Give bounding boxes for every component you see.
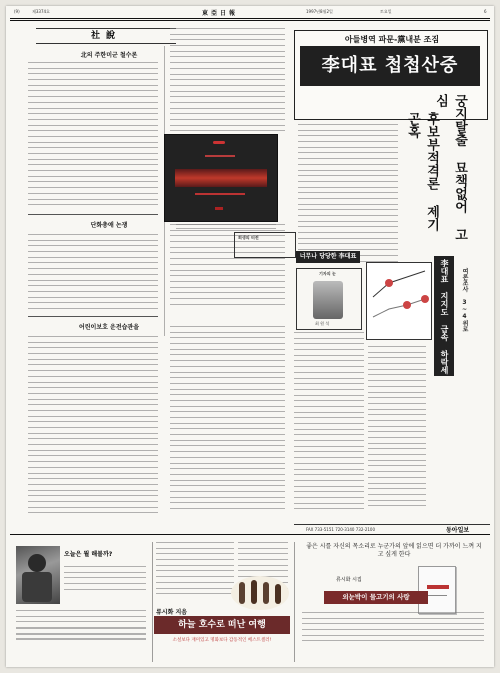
editorial-headline-1: 北의 주한미군 철수론	[80, 52, 138, 59]
editorial-body-3b	[170, 326, 285, 521]
footer-logo: 동아일보	[446, 527, 470, 534]
advert-right-headline: 좋은 시를 자신의 목소리로 누군가의 앞에 읽으면 더 가까이 느껴 지고 싶게 한다	[306, 543, 482, 558]
poll-marker-2	[403, 301, 411, 309]
advert-right-body	[302, 612, 484, 662]
lead-headline: 李대표 첩첩산중	[300, 46, 480, 86]
sidebar-photo-box	[296, 268, 362, 330]
photo-caption	[176, 224, 276, 232]
sidebar-body-2	[368, 346, 426, 522]
poll-line-1	[373, 271, 425, 297]
photo-sunset	[164, 134, 278, 222]
vertical-subhead: 여론조사 3~4위로	[461, 268, 468, 332]
book-tagline: 소설보다 재미있고 명화보다 감동적인 베스트셀러!	[172, 638, 272, 643]
lead-kicker: 아들병역 파문-黨내분 조짐	[344, 35, 440, 44]
editorial-body-2	[28, 234, 158, 314]
editorial-title: 社說	[90, 31, 121, 41]
vertical-headline-2: 후보부적격론 제기 곤혹	[405, 112, 439, 231]
caption-box-label: 회생의 터전	[238, 235, 259, 240]
poll-line-2	[373, 299, 425, 317]
book-author: 류시화 지음	[156, 609, 188, 616]
poll-chart-svg	[367, 263, 431, 339]
book-title-banner: 하늘 호수로 떠난 여행	[154, 616, 290, 634]
masthead-mark: 6	[484, 9, 487, 14]
poll-marker-1	[385, 279, 393, 287]
masthead-edition: 제3374호	[32, 9, 50, 14]
advert-photo	[16, 546, 60, 604]
poem-title-banner: 외눈박이 물고기의 사랑	[324, 591, 428, 604]
editorial-body-3	[28, 336, 158, 521]
book-cover	[418, 566, 456, 614]
advert-left-intro	[64, 566, 146, 611]
editorial-body-1b	[170, 28, 285, 138]
masthead-date: 1997년8월2일	[306, 9, 333, 14]
caption-box	[234, 232, 296, 258]
sidebar-name: 최 원 석	[315, 321, 330, 326]
advert-left-headline: 오늘은 뭘 해볼까?	[64, 551, 113, 558]
newspaper-page	[6, 6, 494, 667]
sidebar-body	[294, 332, 364, 522]
portrait-photo	[313, 281, 343, 319]
vertical-headline-1: 궁지탈출 묘책없어 고심	[433, 94, 467, 241]
editorial-headline-2: 단화총애 논쟁	[90, 222, 128, 229]
contact-line: FAX 733-5151 720-3140 732-2100	[306, 527, 375, 532]
sidebar-byline: 기자의 눈	[319, 271, 336, 276]
editorial-body-1	[28, 62, 158, 212]
poll-marker-3	[421, 295, 429, 303]
page-number: (9)	[14, 9, 20, 14]
poll-chart	[366, 262, 432, 340]
editorial-headline-3: 어린이보호 운전습관을	[78, 324, 140, 331]
vertical-banner: 李대표 지지도 급속 하락세	[434, 256, 454, 376]
sidebar-headline: 너무나 당당한 李대표	[296, 251, 360, 263]
advert-left-footer	[16, 628, 146, 660]
illustration-dancers	[231, 576, 289, 610]
editorial-header	[36, 28, 176, 44]
poet-credit: 류시화 시집	[336, 577, 362, 583]
masthead-title: 東亞日報	[202, 10, 239, 17]
masthead-day: 토요일	[380, 9, 392, 14]
